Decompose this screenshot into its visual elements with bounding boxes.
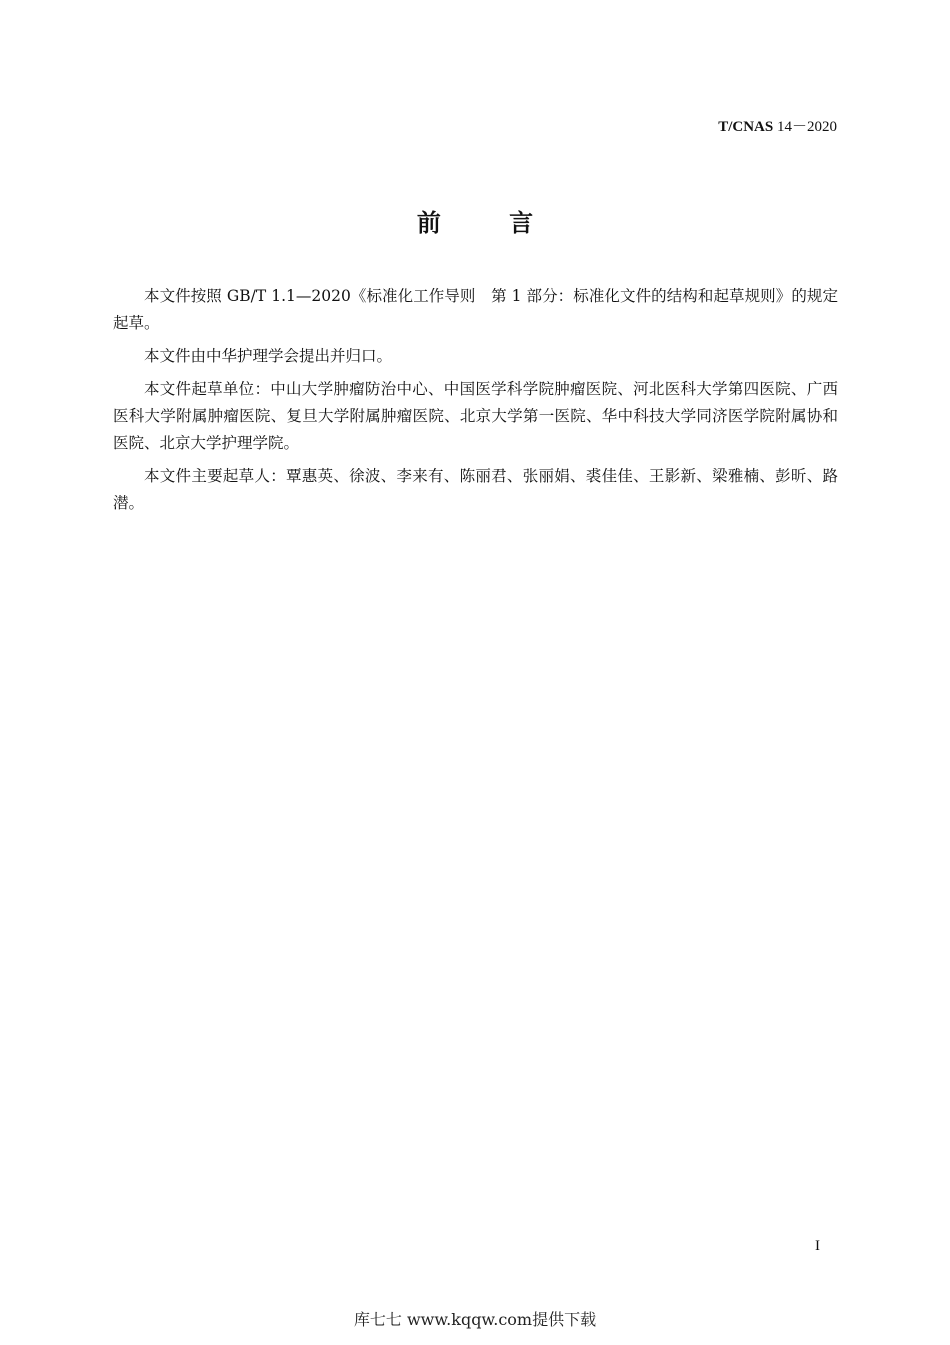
paragraph-proposer: 本文件由中华护理学会提出并归口。: [144, 347, 393, 365]
paragraph-drafters: 本文件主要起草人：覃惠英、徐波、李来有、陈丽君、张丽娟、裘佳佳、王影新、梁雅楠、彭昕、路潜。: [113, 467, 838, 512]
paragraph-drafting-units: 本文件起草单位：中山大学肿瘤防治中心、中国医学科学院肿瘤医院、河北医科大学第四医院、广西医科大学附属肿瘤医院、复旦大学附属肿瘤医院、北京大学第一医院、华中科技大学同济医学院附属协和医院、北京大学护理学院。: [113, 380, 838, 452]
page-title: 前 言: [416, 209, 564, 237]
page-number: I: [815, 1238, 820, 1254]
foreword-body: [113, 283, 838, 523]
paragraph-drafting-rules: 本文件按照 GB/T 1.1—2020《标准化工作导则 第 1 部分：标准化文件的结构和起草规则》的规定起草。: [113, 287, 838, 332]
standard-code: [718, 115, 837, 136]
standard-prefix: T/CNAS: [718, 119, 774, 135]
footer-watermark: 库七七 www.kqqw.com提供下载: [353, 1310, 597, 1329]
standard-number: 14－2020: [776, 119, 837, 135]
